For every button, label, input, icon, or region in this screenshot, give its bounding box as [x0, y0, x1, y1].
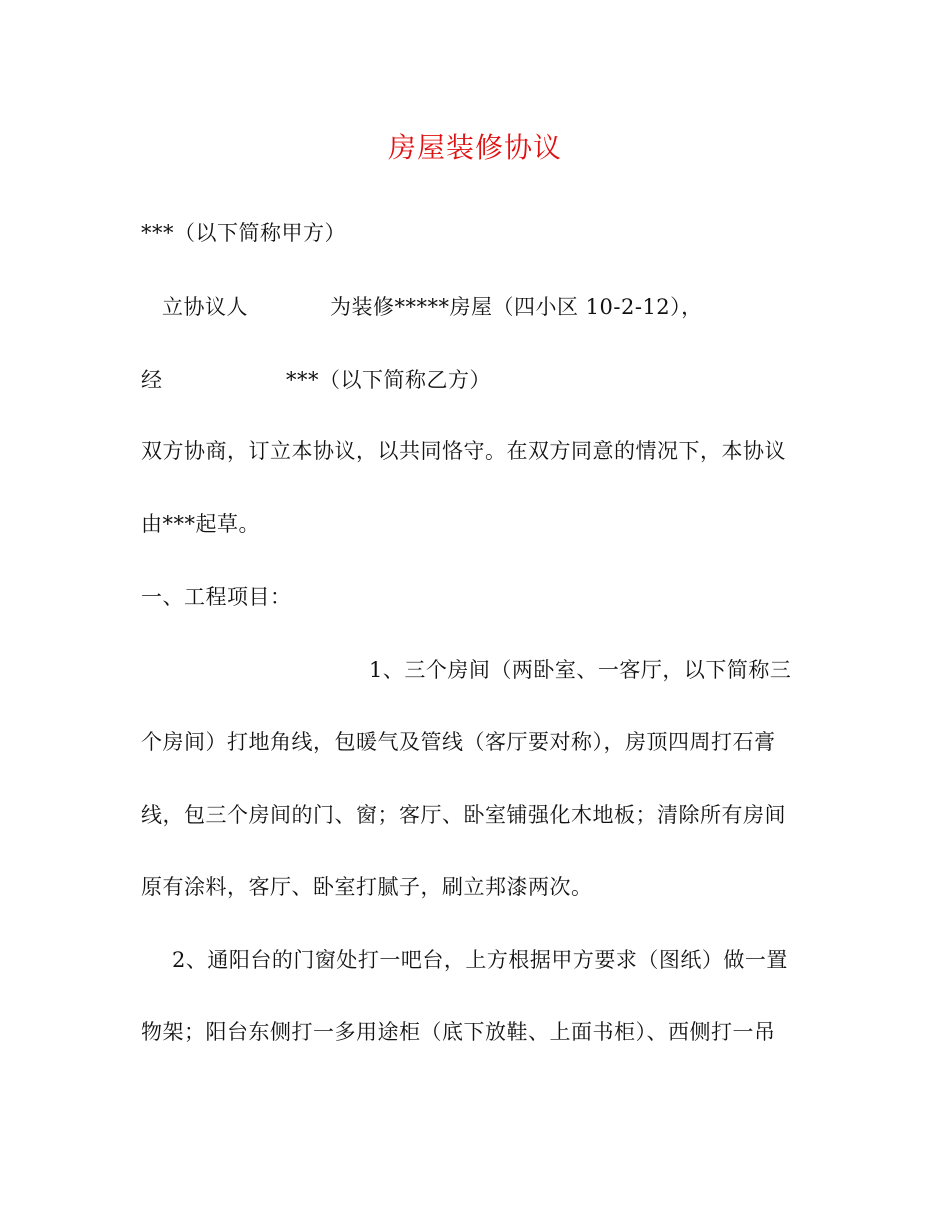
item-line: 1、三个房间（两卧室、一客厅，以下简称三 [369, 658, 792, 682]
item-line: 原有涂料，客厅、卧室打腻子，刷立邦漆两次。 [141, 875, 593, 899]
party-b-prefix: 经 [141, 368, 163, 392]
item-line: 线，包三个房间的门、窗；客厅、卧室铺强化木地板；清除所有房间 [141, 803, 786, 827]
agreement-party-label: 立协议人 [162, 295, 248, 319]
item-line: 2、通阳台的门窗处打一吧台，上方根据甲方要求（图纸）做一置 [172, 948, 788, 972]
document-title: 房屋装修协议 [387, 131, 562, 164]
agreement-party-line [141, 292, 801, 322]
party-b-line [141, 365, 801, 395]
renovation-property: 为装修*****房屋（四小区 10-2-12）， [330, 295, 703, 319]
section-heading: 一、工程项目： [141, 585, 292, 609]
party-a-line: ***（以下简称甲方） [141, 221, 346, 245]
paragraph-line: 双方协商，订立本协议，以共同恪守。在双方同意的情况下，本协议 [141, 439, 786, 463]
party-b-name: ***（以下简称乙方） [286, 368, 491, 392]
item-line: 物架；阳台东侧打一多用途柜（底下放鞋、上面书柜）、西侧打一吊 [141, 1020, 776, 1044]
item-line: 个房间）打地角线，包暖气及管线（客厅要对称），房顶四周打石膏 [141, 730, 776, 754]
paragraph-line: 由***起草。 [141, 512, 260, 536]
